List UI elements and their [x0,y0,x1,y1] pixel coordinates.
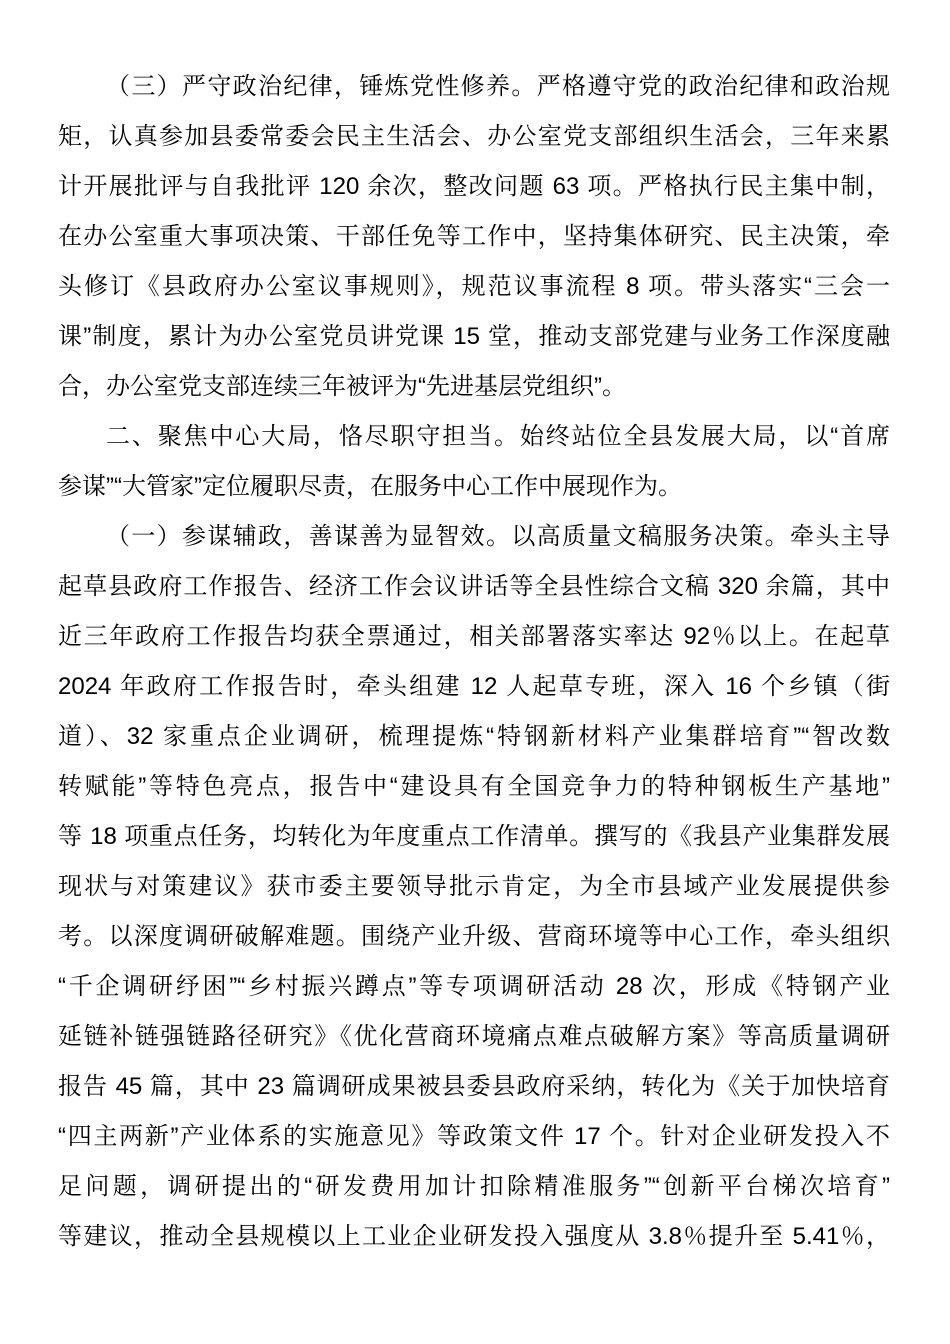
paragraph-political-discipline [58,62,890,412]
text-line: 现状与对策建议》获市委主要领导批示肯定，为全市县域产业发展提供参 [58,873,890,900]
paragraph-section-two-heading [58,412,890,512]
text-line: 等建议，推动全县规模以上工业企业研发投入强度从 3.8％提升至 5.41％， [58,1223,890,1250]
text-line: 等 18 项重点任务，均转化为年度重点工作清单。撰写的《我县产业集群发展 [58,823,890,850]
text-line: 计开展批评与自我批评 120 余次，整改问题 63 项。严格执行民主集中制， [58,173,890,200]
document-page [58,62,890,1262]
text-line: 课”制度，累计为办公室党员讲党课 15 堂，推动支部党建与业务工作深度融 [58,323,890,350]
text-line: 矩，认真参加县委常委会民主生活会、办公室党支部组织生活会，三年来累 [58,123,890,150]
text-line: 参谋”“大管家”定位履职尽责，在服务中心工作中展现作为。 [58,473,682,500]
text-line: 起草县政府工作报告、经济工作会议讲话等全县性综合文稿 320 余篇，其中 [58,573,890,600]
text-line: 头修订《县政府办公室议事规则》，规范议事流程 8 项。带头落实“三会一 [58,273,890,300]
text-line: 近三年政府工作报告均获全票通过，相关部署落实率达 92％以上。在起草 [58,623,890,650]
text-line: 考。以深度调研破解难题。围绕产业升级、营商环境等中心工作，牵头组织 [58,923,890,950]
text-line: 合，办公室党支部连续三年被评为“先进基层党组织”。 [58,373,626,400]
text-line: 足问题，调研提出的“研发费用加计扣除精准服务”“创新平台梯次培育” [58,1173,890,1200]
text-line: “千企调研纾困”“乡村振兴蹲点”等专项调研活动 28 次，形成《特钢产业 [58,973,890,1000]
paragraph-advisory-work [58,512,890,1262]
text-line: 延链补链强链路径研究》《优化营商环境痛点难点破解方案》等高质量调研 [58,1023,890,1050]
text-line: 转赋能”等特色亮点，报告中“建设具有全国竞争力的特种钢板生产基地” [58,773,890,800]
text-line: 二、聚焦中心大局，恪尽职守担当。始终站位全县发展大局，以“首席 [106,423,890,450]
text-line: 在办公室重大事项决策、干部任免等工作中，坚持集体研究、民主决策，牵 [58,223,890,250]
text-line: 道）、32 家重点企业调研，梳理提炼“特钢新材料产业集群培育”“智改数 [58,723,890,750]
text-line: 报告 45 篇，其中 23 篇调研成果被县委县政府采纳，转化为《关于加快培育 [58,1073,890,1100]
text-line: （三）严守政治纪律，锤炼党性修养。严格遵守党的政治纪律和政治规 [106,73,890,100]
text-line: 2024 年政府工作报告时，牵头组建 12 人起草专班，深入 16 个乡镇（街 [58,673,890,700]
text-line: “四主两新”产业体系的实施意见》等政策文件 17 个。针对企业研发投入不 [58,1123,890,1150]
text-line: （一）参谋辅政，善谋善为显智效。以高质量文稿服务决策。牵头主导 [106,523,890,550]
